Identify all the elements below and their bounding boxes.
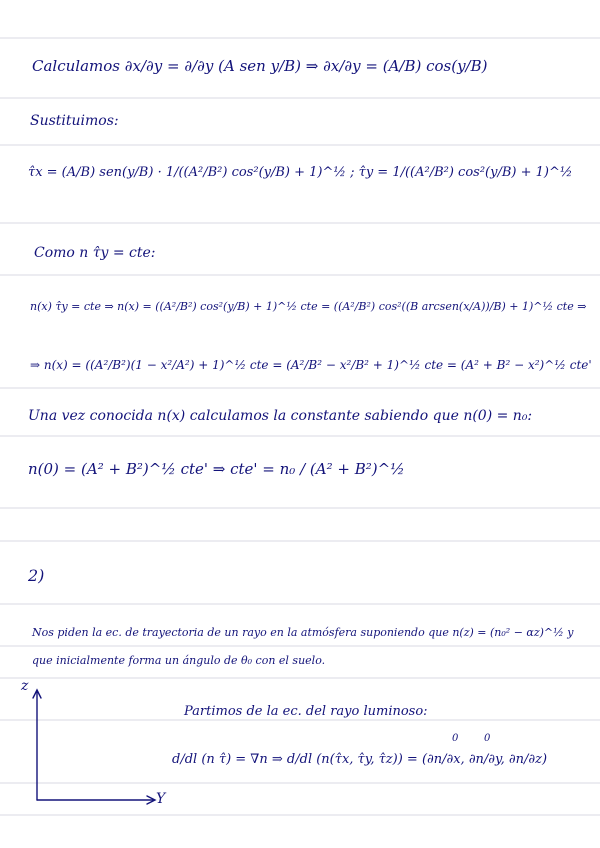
zero-annotation-2: 0 xyxy=(484,733,491,744)
heading-como: Como n τ̂y = cte: xyxy=(34,245,156,261)
text-constant: Una vez conocida n(x) calculamos la constante sabiendo que n(0) = n₀: xyxy=(28,408,533,424)
equation-ray: d/dl (n τ̂) = ∇n ⇒ d/dl (n(τ̂x, τ̂y, τ̂z)) = (∂n/∂x, ∂n/∂y, ∂n/∂z) xyxy=(172,752,548,767)
axis-z-label: z xyxy=(21,678,29,694)
section-number-2: 2) xyxy=(28,566,45,585)
text-ray-equation-intro: Partimos de la ec. del rayo luminoso: xyxy=(184,704,428,719)
equation-n-of-x-2: ⇒ n(x) = ((A²/B²)(1 − x²/A²) + 1)^½ cte = (A²/B² − x²/B² + 1)^½ cte = (A² + B² − x²)^½ cte' xyxy=(30,358,592,372)
equation-tangent-components: τ̂x = (A/B) sen(y/B) · 1/((A²/B²) cos²(y/B) + 1)^½ ; τ̂y = 1/((A²/B²) cos²(y/B) + 1)^½ xyxy=(28,165,573,180)
heading-sustituimos: Sustituimos: xyxy=(30,113,119,129)
text-problem-statement-2: que inicialmente forma un ángulo de θ₀ con el suelo. xyxy=(32,654,326,667)
axis-y-label: Y xyxy=(156,791,166,807)
equation-n-of-x-1: n(x) τ̂y = cte ⇒ n(x) = ((A²/B²) cos²(y/B) + 1)^½ cte = ((A²/B²) cos²((B arcsen(x/A))/B) + 1)^½ cte ⇒ xyxy=(30,300,587,313)
equation-constant: n(0) = (A² + B²)^½ cte' ⇒ cte' = n₀ / (A² + B²)^½ xyxy=(28,460,405,478)
zero-annotation-1: 0 xyxy=(452,733,459,744)
text-problem-statement-1: Nos piden la ec. de trayectoria de un rayo en la atmósfera suponiendo que n(z) = (n₀² − αz)^½ y xyxy=(32,626,574,639)
equation-derivative: Calculamos ∂x/∂y = ∂/∂y (A sen y/B) ⇒ ∂x/∂y = (A/B) cos(y/B) xyxy=(32,57,488,75)
